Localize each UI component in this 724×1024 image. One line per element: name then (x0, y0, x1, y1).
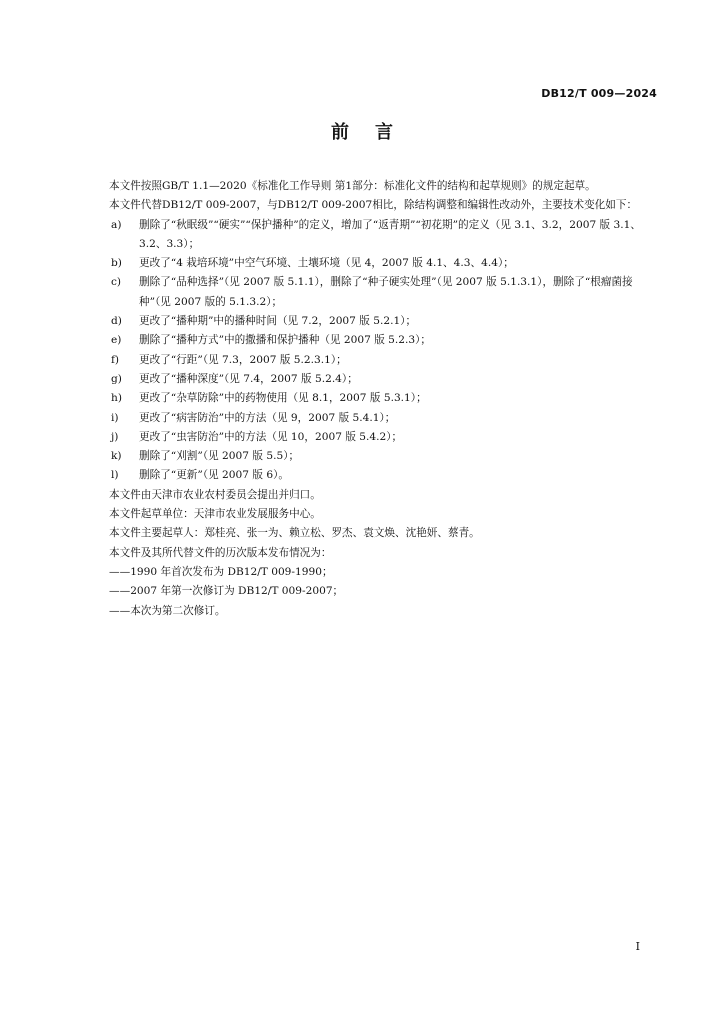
paragraph-drafting-unit: 本文件起草单位：天津市农业发展服务中心。 (109, 508, 321, 521)
list-item-text: 更改了“杂草防除”中的药物使用（见 8.1，2007 版 5.3.1）； (139, 392, 427, 405)
document-code: DB12/T 009—2024 (541, 87, 657, 100)
list-item (88, 370, 658, 389)
list-item-label: a) (111, 218, 122, 231)
list-item-text: 更改了“虫害防治”中的方法（见 10，2007 版 5.4.2）； (139, 430, 403, 443)
history-item: ——1990 年首次发布为 DB12/T 009-1990； (109, 565, 333, 578)
paragraph-proposer: 本文件由天津市农业农村委员会提出并归口。 (109, 488, 321, 501)
list-item-label: f) (111, 353, 120, 366)
list-item (88, 428, 658, 447)
list-item (88, 466, 658, 485)
list-item (88, 447, 658, 466)
list-item (88, 389, 658, 408)
list-item-text: 删除了“品种选择”（见 2007 版 5.1.1），删除了“种子硬实处理”（见 2007 版 5.1.3.1），删除了“根瘤菌接种”（见 2007 版的 5.1.3.2）； (139, 276, 633, 308)
paragraph-replacement: 本文件代替DB12/T 009-2007，与DB12/T 009-2007相比，除结构调整和编辑性改动外，主要技术变化如下： (109, 199, 638, 212)
list-item (88, 351, 658, 370)
list-item-label: d) (111, 315, 122, 328)
foreword-body (88, 177, 658, 621)
list-item-label: j) (111, 430, 119, 443)
paragraph-drafting-basis: 本文件按照GB/T 1.1—2020《标准化工作导则 第1部分：标准化文件的结构和起草规则》的规定起草。 (109, 180, 596, 192)
paragraph-history-intro: 本文件及其所代替文件的历次版本发布情况为： (109, 546, 332, 559)
history-item: ——2007 年第一次修订为 DB12/T 009-2007； (109, 585, 344, 598)
list-item (88, 273, 658, 312)
list-item-text: 更改了“病害防治”中的方法（见 9，2007 版 5.4.1）； (139, 411, 396, 424)
list-item-text: 删除了“秋眠级”“硬实”“保护播种”的定义，增加了“返青期”“初花期”的定义（见 3.1、3.2，2007 版 3.1、3.2、3.3）； (139, 218, 641, 250)
list-item (88, 312, 658, 331)
list-item-label: c) (111, 276, 122, 289)
list-item-text: 删除了“刈割”（见 2007 版 5.5）； (139, 450, 300, 463)
list-item-label: k) (111, 450, 122, 463)
list-item-label: i) (111, 411, 119, 424)
list-item-text: 删除了“播种方式”中的撒播和保护播种（见 2007 版 5.2.3）； (139, 334, 432, 347)
list-item-label: e) (111, 334, 122, 347)
list-item-text: 更改了“播种深度”（见 7.4，2007 版 5.2.4）； (139, 372, 358, 385)
history-item: ——本次为第二次修订。 (109, 604, 226, 617)
paragraph-drafters: 本文件主要起草人：郑桂亮、张一为、赖立松、罗杰、袁文焕、沈艳妍、蔡青。 (109, 527, 480, 540)
list-item (88, 254, 658, 273)
list-item-label: h) (111, 392, 122, 405)
page-title: 前言 (331, 122, 419, 143)
list-item-text: 更改了“播种期”中的播种时间（见 7.2，2007 版 5.2.1）； (139, 315, 417, 328)
list-item (88, 331, 658, 350)
list-item-text: 更改了“行距”（见 7.3，2007 版 5.2.3.1）； (139, 353, 347, 366)
list-item (88, 409, 658, 428)
list-item-label: b) (111, 257, 122, 270)
page-number: I (635, 940, 640, 953)
list-item (88, 216, 658, 255)
list-item-label: l) (111, 469, 119, 482)
list-item-label: g) (111, 372, 122, 385)
list-item-text: 更改了“4 栽培环境”中空气环境、土壤环境（见 4，2007 版 4.1、4.3、4.4）； (139, 257, 514, 270)
list-item-text: 删除了“更新”（见 2007 版 6）。 (139, 469, 289, 482)
